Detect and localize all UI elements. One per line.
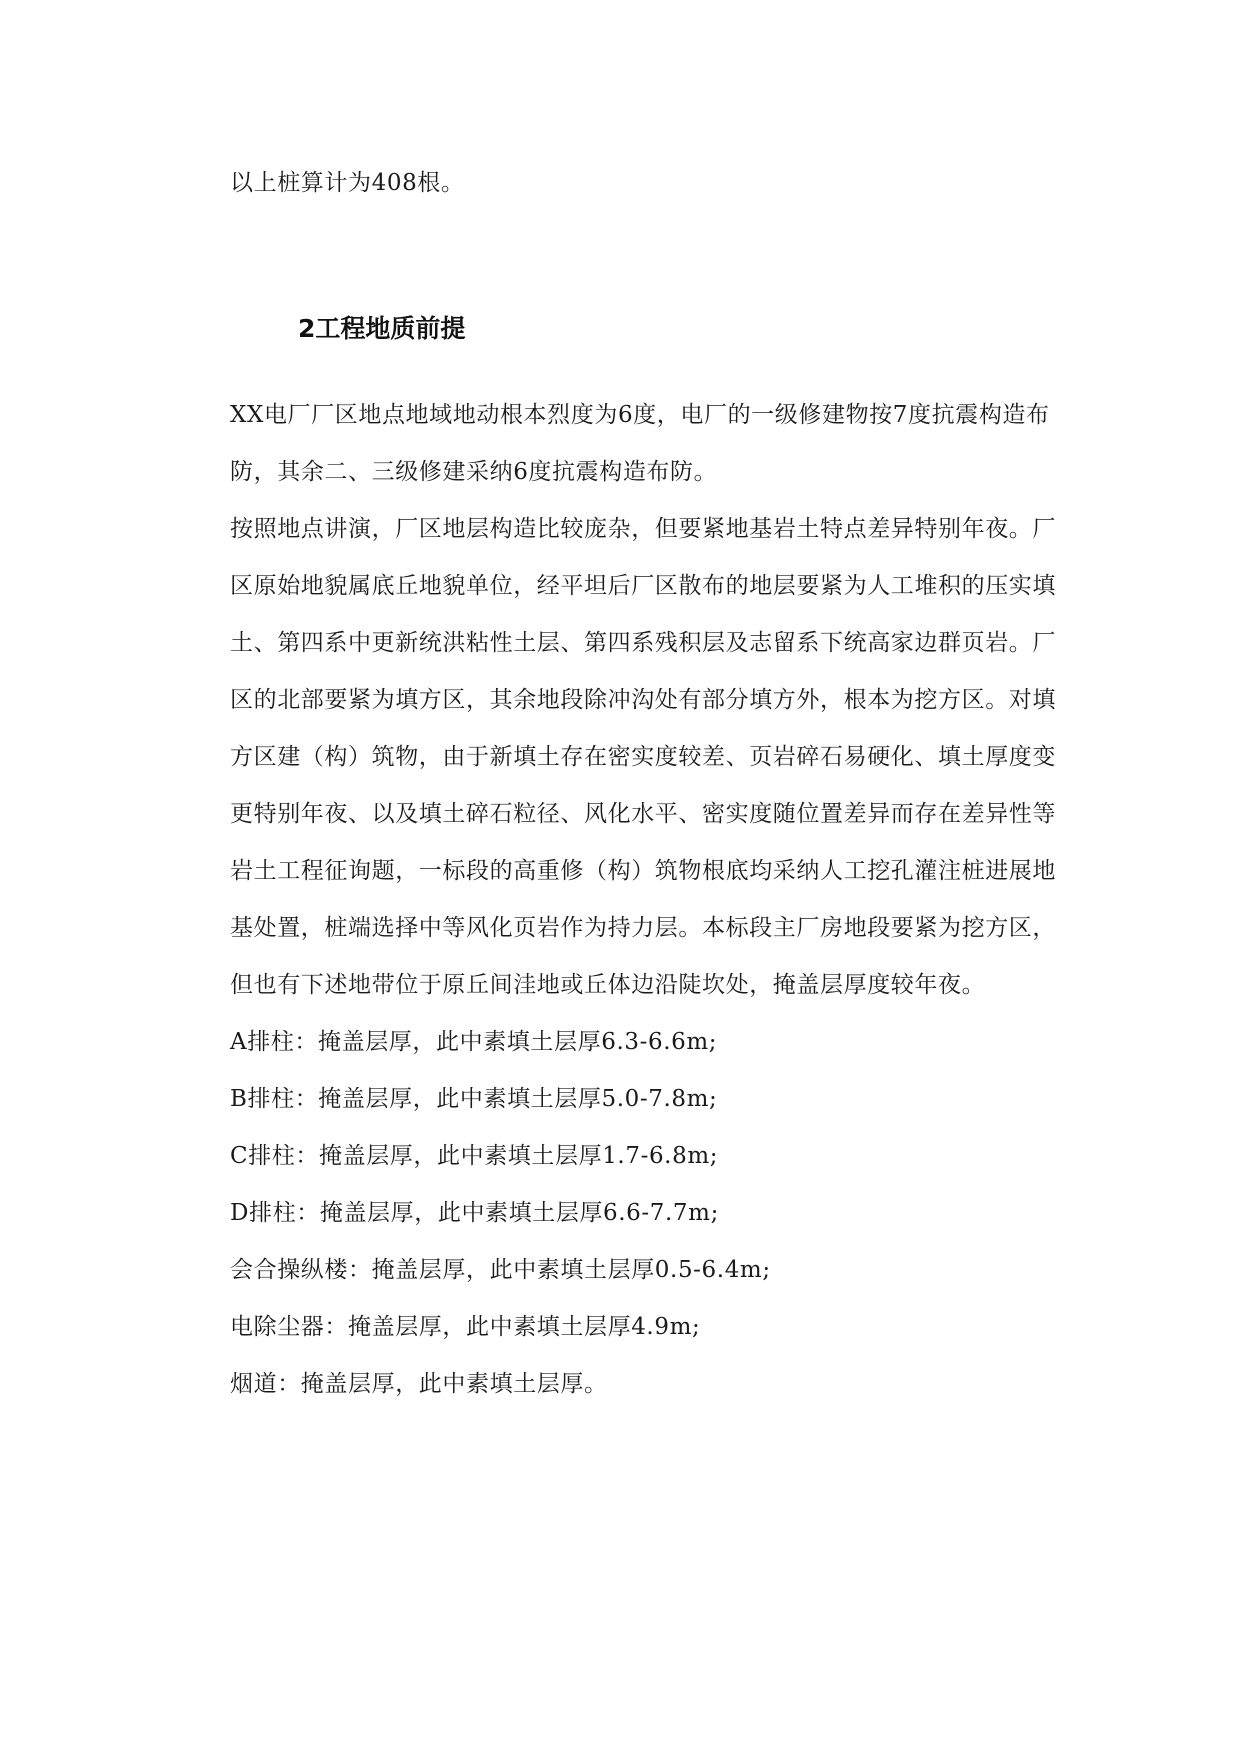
- list-item: 烟道：掩盖层厚，此中素填土层厚。: [230, 1371, 608, 1397]
- paragraph1-line: 防，其余二、三级修建采纳6度抗震构造布防。: [230, 459, 718, 485]
- list-item: D排柱：掩盖层厚，此中素填土层厚6.6-7.7m;: [230, 1200, 719, 1226]
- section-heading: 2工程地质前提: [298, 314, 466, 343]
- list-item: A排柱：掩盖层厚，此中素填土层厚6.3-6.6m;: [230, 1029, 718, 1055]
- paragraph2-line: 方区建（构）筑物，由于新填土存在密实度较差、页岩碎石易硬化、填土厚度变: [230, 744, 1056, 770]
- paragraph2-line: 岩土工程征询题，一标段的高重修（构）筑物根底均采纳人工挖孔灌注桩进展地: [230, 858, 1056, 884]
- paragraph2-line: 区原始地貌属底丘地貌单位，经平坦后厂区散布的地层要紧为人工堆积的压实填: [230, 573, 1056, 599]
- intro-line: 以上桩算计为408根。: [230, 170, 465, 196]
- paragraph2-line: 基处置，桩端选择中等风化页岩作为持力层。本标段主厂房地段要紧为挖方区，: [230, 915, 1056, 941]
- paragraph2-line: 但也有下述地带位于原丘间洼地或丘体边沿陡坎处，掩盖层厚度较年夜。: [230, 972, 986, 998]
- paragraph2-line: 区的北部要紧为填方区，其余地段除冲沟处有部分填方外，根本为挖方区。对填: [230, 687, 1056, 713]
- list-item: 电除尘器：掩盖层厚，此中素填土层厚4.9m;: [230, 1314, 701, 1340]
- list-item: B排柱：掩盖层厚，此中素填土层厚5.0-7.8m;: [230, 1086, 718, 1112]
- paragraph1-line: XX电厂厂区地点地域地动根本烈度为6度，电厂的一级修建物按7度抗震构造布: [230, 402, 1050, 428]
- list-item: 会合操纵楼：掩盖层厚，此中素填土层厚0.5-6.4m;: [230, 1257, 771, 1283]
- paragraph2-line: 土、第四系中更新统洪粘性土层、第四系残积层及志留系下统高家边群页岩。厂: [230, 630, 1056, 656]
- paragraph2-line: 更特别年夜、以及填土碎石粒径、风化水平、密实度随位置差异而存在差异性等: [230, 801, 1056, 827]
- list-item: C排柱：掩盖层厚，此中素填土层厚1.7-6.8m;: [230, 1143, 719, 1169]
- paragraph2-line: 按照地点讲演，厂区地层构造比较庞杂，但要紧地基岩土特点差异特别年夜。厂: [230, 516, 1056, 542]
